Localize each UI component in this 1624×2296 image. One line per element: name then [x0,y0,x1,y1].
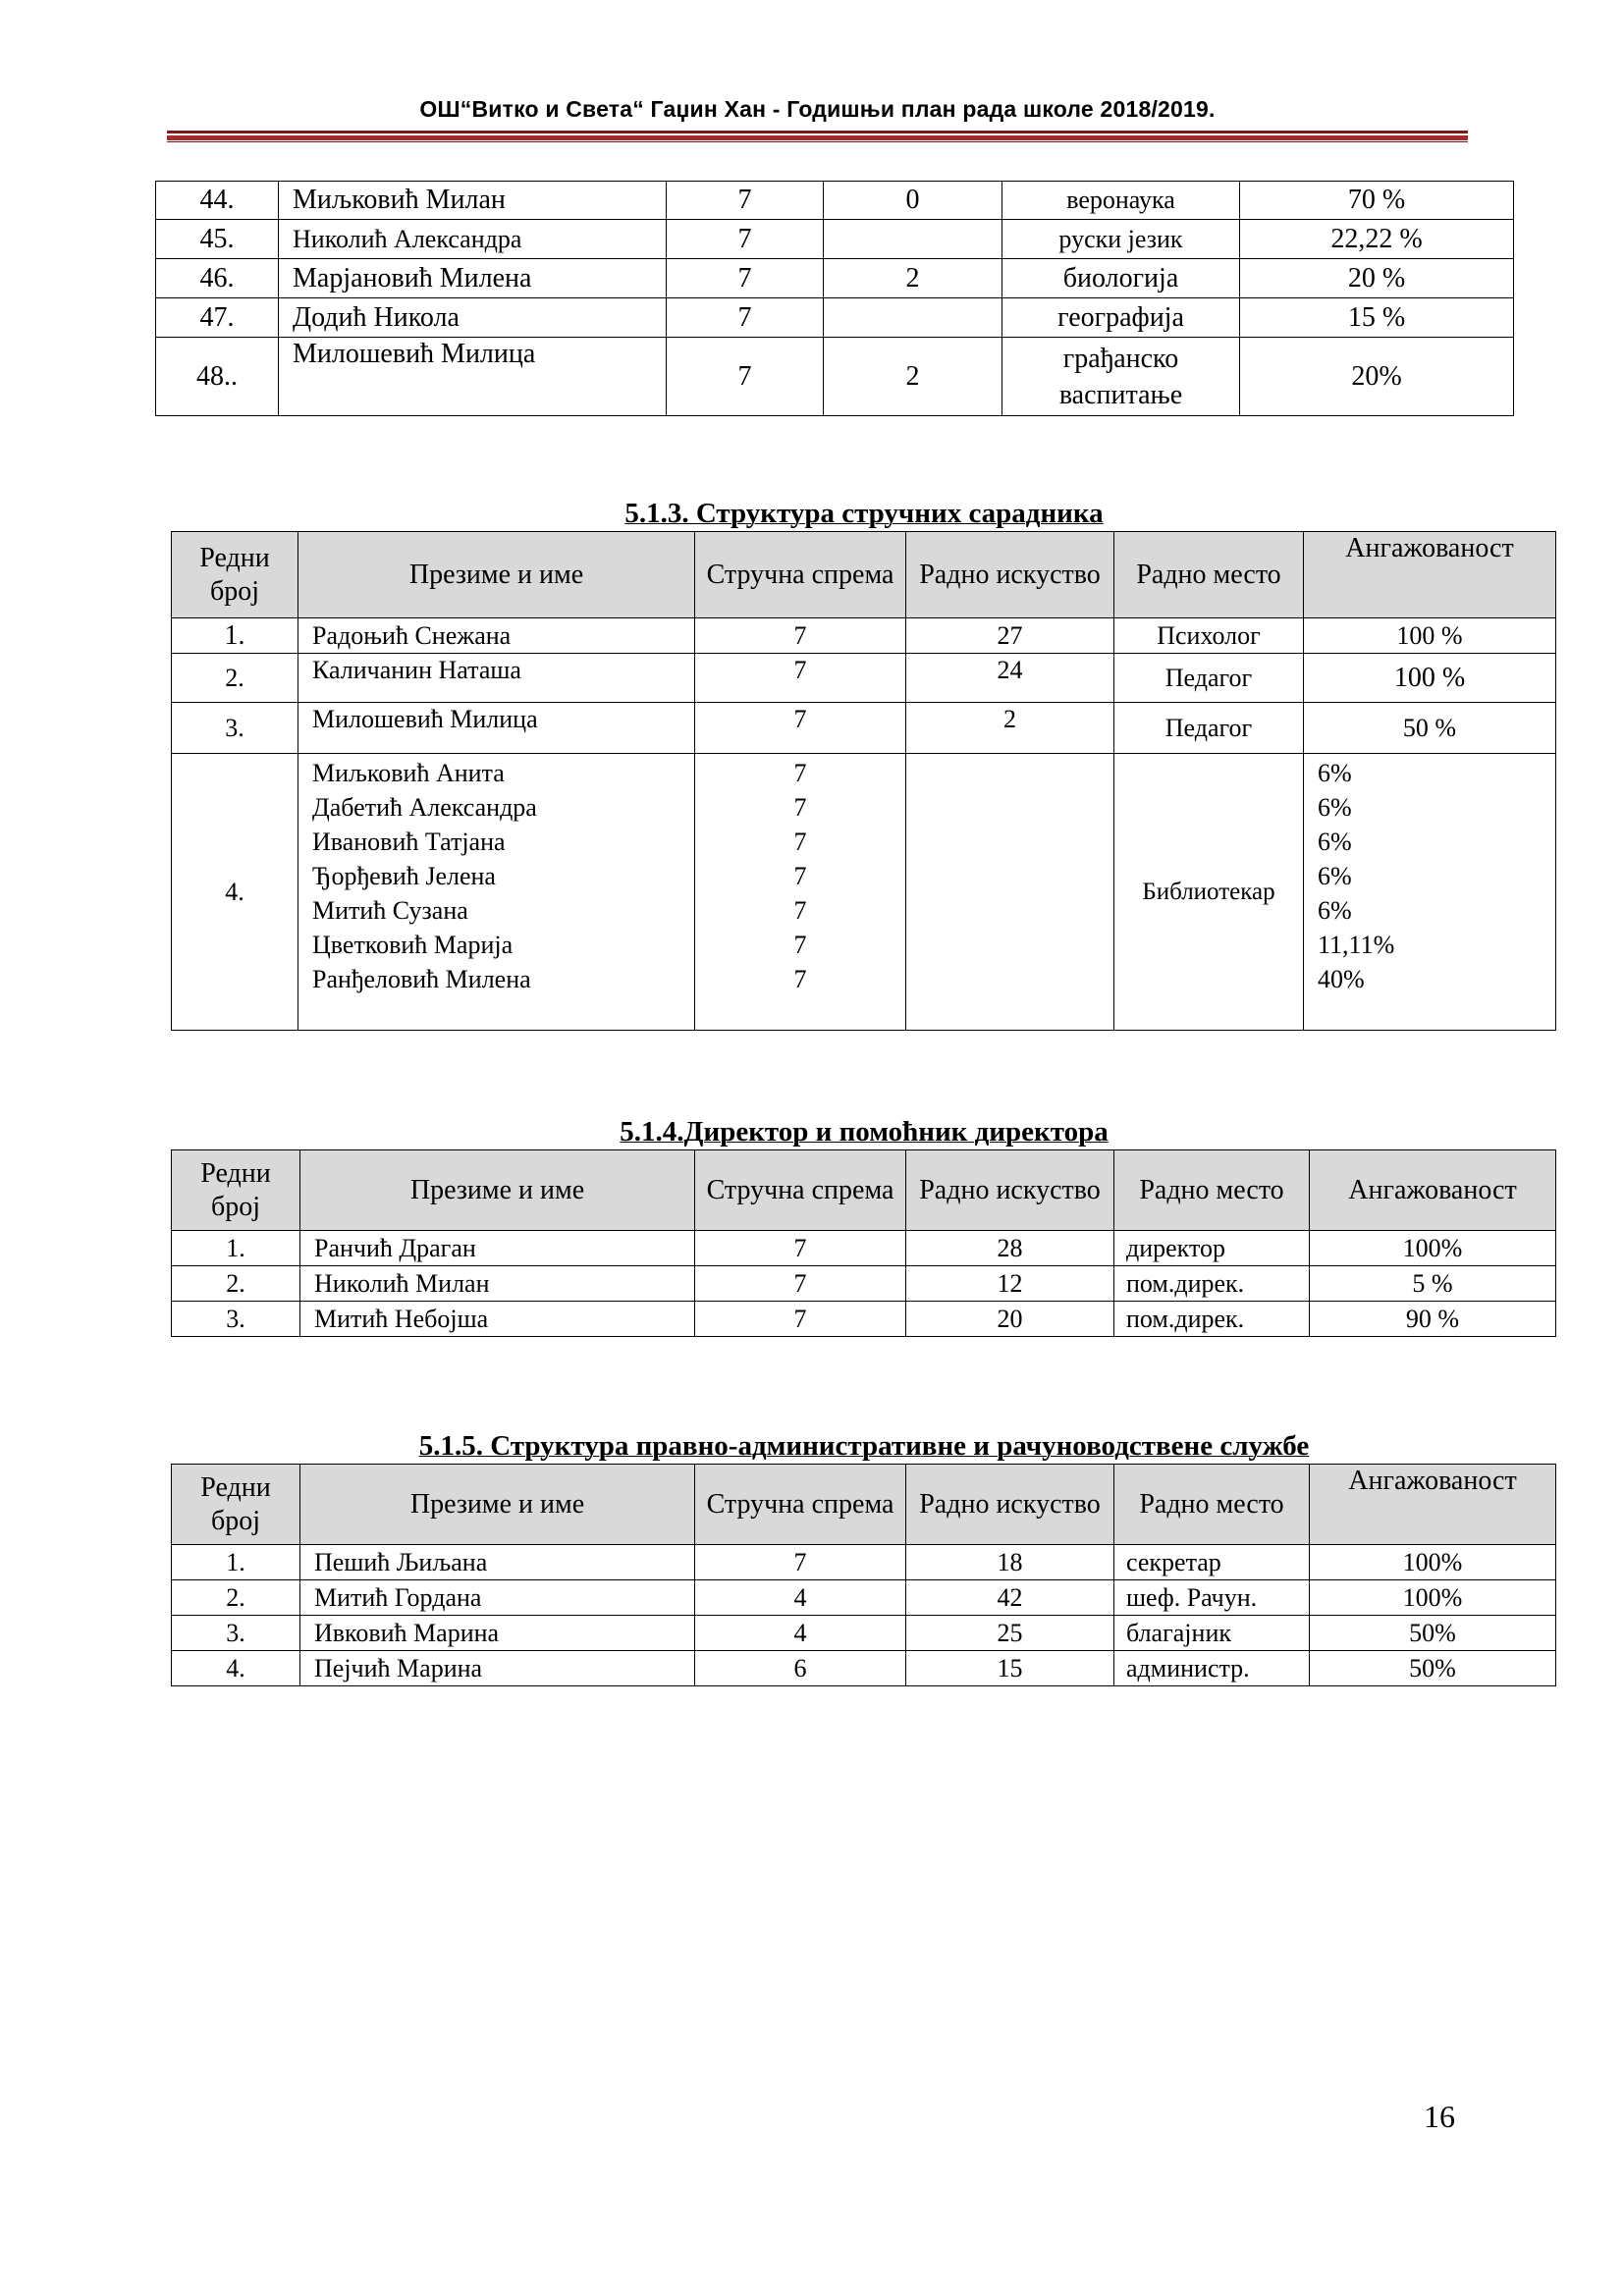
table-row [172,1616,1556,1651]
librarian-angaz-value: 11,11% [1318,931,1395,959]
row-sprema: 7 [695,703,906,754]
section-title-515: 5.1.5. Структура правно-административне и рачуноводствене службе [418,1430,1310,1462]
teachers-table-continued [155,181,1514,416]
col-header-mesto: Радно место [1114,1150,1310,1231]
table-row [172,1266,1556,1302]
row-num: 1. [172,1545,300,1580]
row-angaz: 100 % [1304,654,1556,703]
col-header-angaz: Ангажованост [1304,532,1556,618]
row-mesto: географија [1002,298,1240,338]
row-num: 2. [172,1580,300,1616]
row-iskustvo [824,220,1002,259]
row-iskustvo: 15 [906,1651,1114,1686]
row-num: 3. [172,1616,300,1651]
section-title-513: 5.1.3. Структура стручних сарадника [624,498,1104,529]
table-row [172,654,1556,703]
table-513 [171,531,1556,1031]
header-rule-thick [167,135,1468,140]
page-header [167,96,1468,142]
row-num: 2. [172,654,298,703]
row-name: Марјановић Милена [279,259,667,298]
table-row [156,220,1514,259]
row-iskustvo: 12 [906,1266,1114,1302]
librarian-name: Дабетић Александра [312,793,537,822]
row-num: 46. [156,259,279,298]
librarian-sprema-value: 7 [793,828,807,856]
row-name: Каличанин Наташа [298,654,695,703]
table-row [156,259,1514,298]
row-mesto: Библиотекар [1114,754,1304,1031]
row-num: 3. [172,1302,300,1337]
librarian-angaz-value: 6% [1318,862,1352,890]
row-iskustvo [824,298,1002,338]
row-iskustvo: 0 [824,182,1002,220]
row-mesto: секретар [1114,1545,1310,1580]
row-name: Пешић Љиљана [300,1545,695,1580]
row-angaz: 50 % [1304,703,1556,754]
row-angaz: 100% [1310,1580,1556,1616]
row-name: Николић Милан [300,1266,695,1302]
col-header-name: Презиме и име [300,1150,695,1231]
row-sprema: 7 [667,338,824,416]
col-header-iskustvo: Радно искуство [906,532,1114,618]
row-angaz: 100% [1310,1231,1556,1266]
row-iskustvo: 18 [906,1545,1114,1580]
header-row [172,532,1556,618]
row-sprema: 6 [695,1651,906,1686]
table-row [156,338,1514,416]
table-row [172,1302,1556,1337]
row-iskustvo: 24 [906,654,1114,703]
table-row-librarians [172,754,1556,1031]
row-iskustvo: 25 [906,1616,1114,1651]
row-sprema: 7 [667,259,824,298]
row-angaz: 5 % [1310,1266,1556,1302]
row-sprema: 7 [695,618,906,654]
row-num: 4. [172,1651,300,1686]
librarian-name: Ивановић Татјана [312,828,506,856]
row-angaz: 100% [1310,1545,1556,1580]
row-sprema: 7 [667,182,824,220]
header-rule [167,131,1468,133]
col-header-mesto: Радно место [1114,532,1304,618]
row-mesto: Психолог [1114,618,1304,654]
row-name: Ранчић Драган [300,1231,695,1266]
col-header-num: Редни број [172,1150,300,1231]
row-angaz: 50% [1310,1616,1556,1651]
librarian-sprema-value: 7 [793,931,807,959]
librarian-angaz-value: 40% [1318,965,1365,993]
librarian-name: Митић Сузана [312,896,468,925]
librarian-name: Цветковић Марија [312,931,514,959]
row-name: Пејчић Марина [300,1651,695,1686]
librarian-sprema [695,754,906,1031]
row-name: Милошевић Милица [279,338,667,416]
row-angaz: 20 % [1240,259,1514,298]
row-mesto: директор [1114,1231,1310,1266]
table-row [156,182,1514,220]
row-iskustvo: 20 [906,1302,1114,1337]
row-name: Миљковић Милан [279,182,667,220]
librarian-angaz-value: 6% [1318,793,1352,822]
row-mesto: Педагог [1114,654,1304,703]
row-sprema: 4 [695,1616,906,1651]
row-name: Радоњић Снежана [298,618,695,654]
row-angaz: 50% [1310,1651,1556,1686]
row-sprema: 4 [695,1580,906,1616]
row-mesto: Педагог [1114,703,1304,754]
row-num: 1. [172,618,298,654]
row-iskustvo: 28 [906,1231,1114,1266]
row-num: 45. [156,220,279,259]
librarian-sprema-value: 7 [793,862,807,890]
row-angaz: 100 % [1304,618,1556,654]
row-angaz: 15 % [1240,298,1514,338]
row-mesto: пом.дирек. [1114,1266,1310,1302]
row-angaz: 70 % [1240,182,1514,220]
librarian-name: Миљковић Анита [312,759,505,787]
row-mesto: администр. [1114,1651,1310,1686]
table-row [172,1545,1556,1580]
col-header-iskustvo: Радно искуство [906,1150,1114,1231]
row-sprema: 7 [695,1266,906,1302]
row-mesto: биологија [1002,259,1240,298]
page-number: 16 [1424,2099,1455,2134]
col-header-mesto: Радно место [1114,1465,1310,1545]
row-mesto: шеф. Рачун. [1114,1580,1310,1616]
row-mesto: руски језик [1002,220,1240,259]
row-num: 3. [172,703,298,754]
row-iskustvo: 2 [824,338,1002,416]
row-name: Николић Александра [279,220,667,259]
col-header-sprema: Стручна спрема [695,532,906,618]
row-name: Ивковић Марина [300,1616,695,1651]
row-sprema: 7 [695,654,906,703]
librarian-name: Ранђеловић Милена [312,965,531,993]
librarian-sprema-value: 7 [793,896,807,925]
librarian-angaz-value: 6% [1318,896,1352,925]
col-header-sprema: Стручна спрема [695,1465,906,1545]
col-header-iskustvo: Радно искуство [906,1465,1114,1545]
table-515 [171,1464,1556,1686]
librarian-angaz-value: 6% [1318,759,1352,787]
row-num: 44. [156,182,279,220]
row-iskustvo: 2 [906,703,1114,754]
row-num: 48.. [156,338,279,416]
table-row [172,1580,1556,1616]
row-num: 1. [172,1231,300,1266]
row-iskustvo: 27 [906,618,1114,654]
row-mesto: благајник [1114,1616,1310,1651]
col-header-angaz: Ангажованост [1310,1465,1556,1545]
row-sprema: 7 [695,1231,906,1266]
row-sprema: 7 [667,220,824,259]
table-row [172,1231,1556,1266]
row-mesto: пом.дирек. [1114,1302,1310,1337]
header-row [172,1465,1556,1545]
section-title-514: 5.1.4.Директор и помоћник директора [620,1116,1109,1148]
row-iskustvo: 42 [906,1580,1114,1616]
col-header-angaz: Ангажованост [1310,1150,1556,1231]
librarian-iskustvo [906,754,1114,1031]
row-num: 2. [172,1266,300,1302]
row-mesto: веронаука [1002,182,1240,220]
col-header-name: Презиме и име [300,1465,695,1545]
col-header-num: Редни број [172,1465,300,1545]
table-514 [171,1149,1556,1337]
row-name: Митић Гордана [300,1580,695,1616]
row-iskustvo: 2 [824,259,1002,298]
header-title: ОШ“Витко и Света“ Гаџин Хан - Годишњи план рада школе 2018/2019. [419,96,1216,122]
header-rule-thin [167,141,1468,142]
row-num: 4. [172,754,298,1031]
librarian-names [298,754,695,1031]
librarian-name: Ђорђевић Јелена [312,862,496,890]
row-angaz: 20% [1240,338,1514,416]
librarian-sprema-value: 7 [793,759,807,787]
row-angaz: 22,22 % [1240,220,1514,259]
row-angaz: 90 % [1310,1302,1556,1337]
header-row [172,1150,1556,1231]
table-row [156,298,1514,338]
row-num: 47. [156,298,279,338]
col-header-num: Редни број [172,532,298,618]
row-sprema: 7 [667,298,824,338]
row-name: Митић Небојша [300,1302,695,1337]
table-row [172,703,1556,754]
librarian-sprema-value: 7 [793,965,807,993]
librarian-angaz [1304,754,1556,1031]
row-name: Милошевић Милица [298,703,695,754]
col-header-name: Презиме и име [298,532,695,618]
librarian-angaz-value: 6% [1318,828,1352,856]
col-header-sprema: Стручна спрема [695,1150,906,1231]
row-sprema: 7 [695,1545,906,1580]
table-row [172,1651,1556,1686]
row-sprema: 7 [695,1302,906,1337]
row-name: Додић Никола [279,298,667,338]
librarian-sprema-value: 7 [793,793,807,822]
row-mesto: грађанско васпитање [1002,338,1240,416]
table-row [172,618,1556,654]
